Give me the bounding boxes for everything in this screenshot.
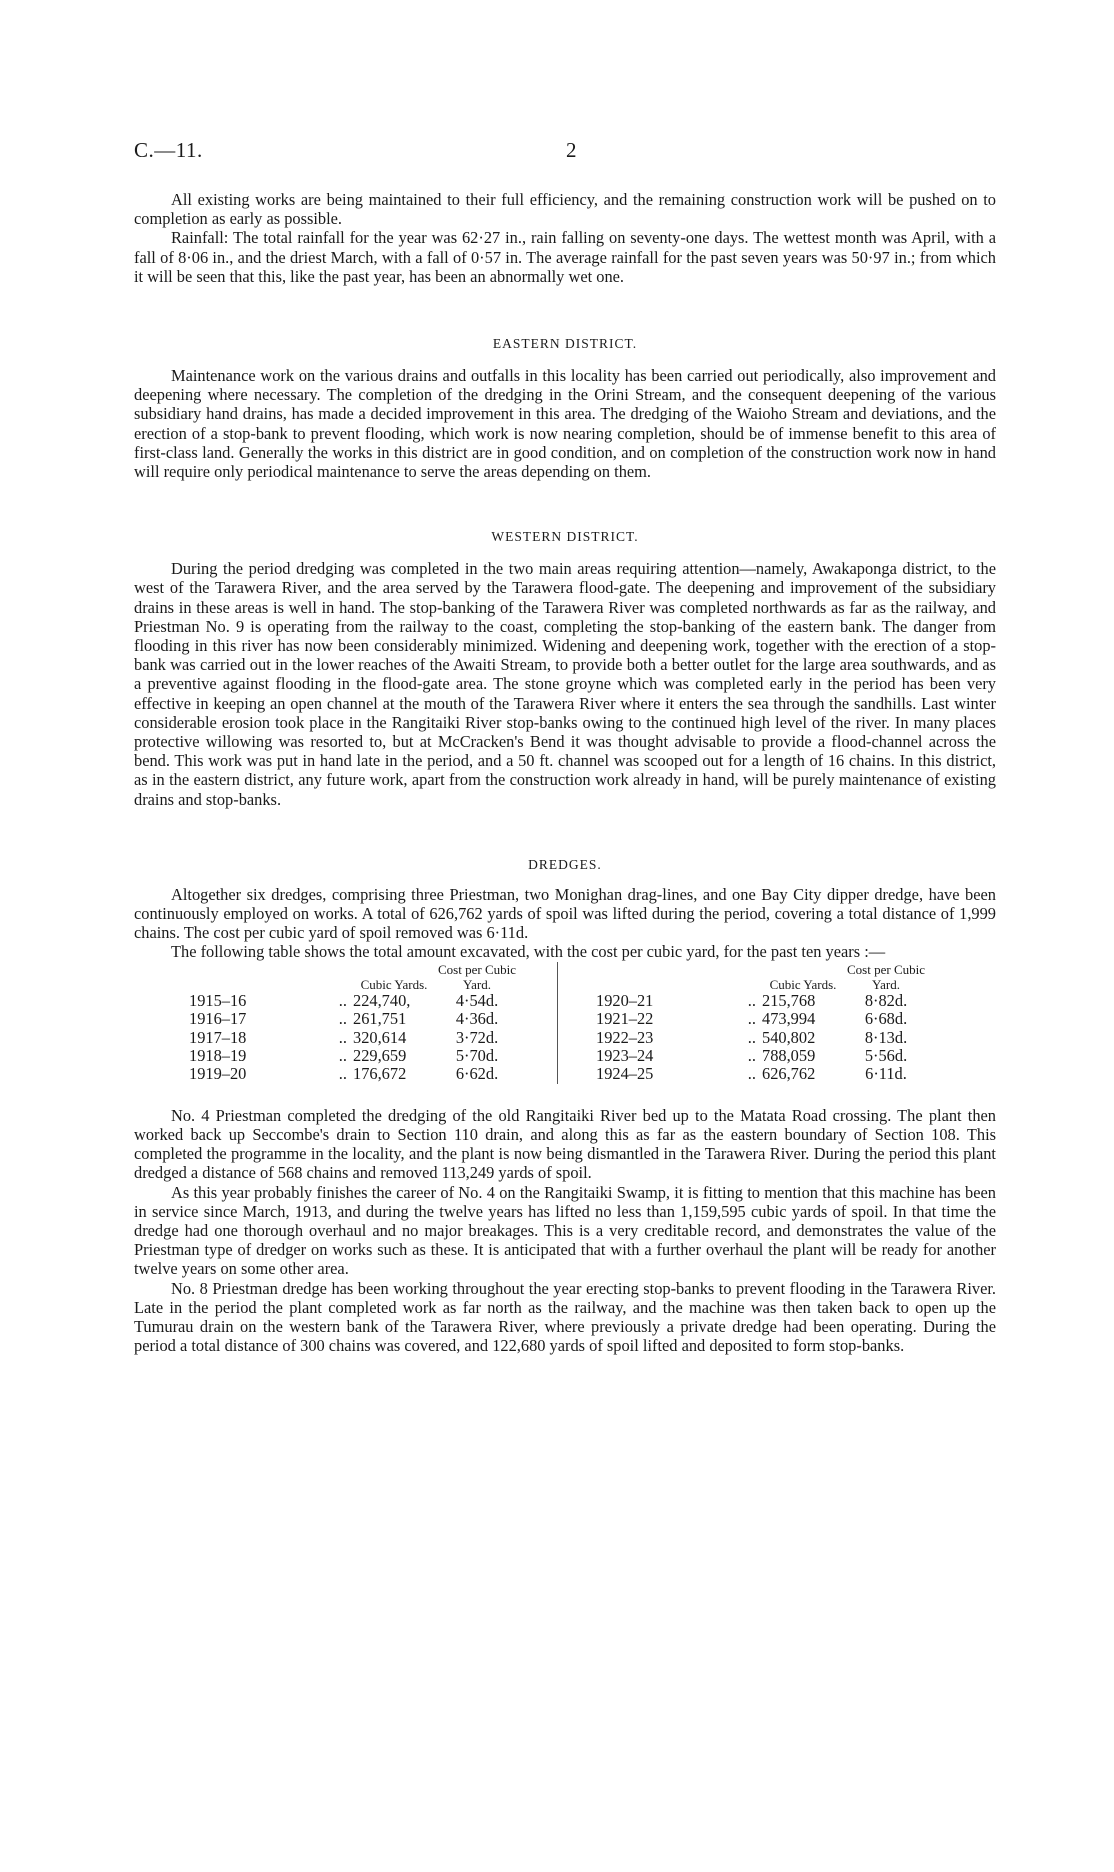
heading-eastern-district: EASTERN DISTRICT. [492, 336, 638, 352]
cubic-yards-left: 176,672 [353, 1064, 407, 1084]
column-header-yards-left: Cubic Yards. [360, 976, 428, 992]
dredges-paragraph-no8: No. 8 Priestman dredge has been working throughout the year erecting stop-banks to prevent flooding in the Tarawera River. Late in the period the plant completed work as far north as the railway, and the machine was then taken back to open up the Tumurau drain on the western bank of the Tarawera River, where previously a private dredge had been operating. During the period a total distance of 300 chains was covered, and 122,680 yards of spoil lifted and deposited to form stop-banks. [134, 1278, 996, 1356]
column-separator [519, 1029, 558, 1047]
table-row [134, 992, 928, 1010]
leader-dots: .. [338, 1045, 347, 1065]
column-separator [519, 992, 558, 1010]
page-header [134, 138, 996, 168]
column-gap [558, 1010, 597, 1028]
cost-left: 3·72d. [455, 1027, 499, 1047]
cost-right: 8·82d. [864, 990, 908, 1010]
year-left: 1918–19 [189, 1045, 247, 1065]
cubic-yards-left: 224,740, [353, 990, 411, 1010]
leader-dots: .. [747, 1027, 756, 1047]
column-header-cost-right: Cost per Cubic Yard. [847, 961, 925, 992]
cubic-yards-right: 626,762 [762, 1064, 816, 1084]
cubic-yards-right: 473,994 [762, 1009, 816, 1029]
leader-dots: .. [747, 1045, 756, 1065]
year-left: 1916–17 [189, 1009, 247, 1029]
cubic-yards-right: 215,768 [762, 990, 816, 1010]
page-body [134, 190, 996, 1355]
dredges-paragraph-no4-career: As this year probably finishes the career of No. 4 on the Rangitaiki Swamp, it is fitting to mention that this machine has been in service since March, 1913, and during the twelve years has lifted no less than 1,159,595 cubic yards of spoil. In that time the dredge had one thorough overhaul and no major breakages. This is a very creditable record, and demonstrates the value of the Priestman type of dredger on works such as these. It is anticipated that with a further overhaul the plant will be ready for another twelve years on some other area. [134, 1182, 996, 1279]
dredges-paragraph-2: The following table shows the total amount excavated, with the cost per cubic yard, for the past ten years :— [171, 942, 886, 962]
leader-dots: .. [338, 990, 347, 1010]
cost-left: 4·54d. [455, 990, 499, 1010]
excavation-table [134, 962, 928, 1084]
leader-dots: .. [338, 1027, 347, 1047]
leader-dots: .. [747, 990, 756, 1010]
year-right: 1924–25 [596, 1064, 654, 1084]
dredges-paragraph-no4: No. 4 Priestman completed the dredging of the old Rangitaiki River bed up to the Matata Road crossing. The plant then worked back up Seccombe's drain to Section 110 drain, and along this as far as the eastern boundary of Section 108. This completed the programme in the locality, and the plant is now being dismantled in the Tarawera River. During the period this plant dredged a distance of 568 chains and removed 113,249 yards of spoil. [134, 1105, 996, 1183]
cubic-yards-right: 540,802 [762, 1027, 816, 1047]
leader-dots: .. [338, 1064, 347, 1084]
leader-dots: .. [747, 1064, 756, 1084]
eastern-paragraph: Maintenance work on the various drains and outfalls in this locality has been carried out periodically, also improvement and deepening where necessary. The completion of the dredging in the Orini Stream, and the consequent deepening of the various subsidiary hand drains, has made a decided improvement in this area. The dredging of the Waioho Stream and deviations, and the erection of a stop-bank to prevent flooding, which work is now nearing completion, should be of immense benefit to this area of first-class land. Generally the works in this district are in good condition, and on completion of the construction work now in hand will require only periodical maintenance to serve the areas depending on them. [134, 366, 996, 482]
cubic-yards-left: 320,614 [353, 1027, 407, 1047]
document-reference: C.—11. [134, 138, 203, 162]
cost-left: 6·62d. [455, 1064, 499, 1084]
column-gap [558, 1065, 597, 1083]
table-row [134, 1047, 928, 1065]
page-number: 2 [566, 138, 577, 162]
cubic-yards-left: 261,751 [353, 1009, 407, 1029]
year-right: 1923–24 [596, 1045, 654, 1065]
year-left: 1919–20 [189, 1064, 247, 1084]
cubic-yards-left: 229,659 [353, 1045, 407, 1065]
year-right: 1921–22 [596, 1009, 654, 1029]
leader-dots: .. [338, 1009, 347, 1029]
table-row [134, 1065, 928, 1083]
year-left: 1915–16 [189, 990, 247, 1010]
table-header-row [134, 962, 928, 992]
dredges-paragraph-1: Altogether six dredges, comprising three Priestman, two Monighan drag-lines, and one Bay City dipper dredge, have been continuously employed on works. A total of 626,762 yards of spoil was lifted during the period, covering a total distance of 1,999 chains. The cost per cubic yard of spoil removed was 6·11d. [134, 884, 996, 943]
column-separator [519, 1010, 558, 1028]
column-separator [519, 1047, 558, 1065]
cubic-yards-right: 788,059 [762, 1045, 816, 1065]
column-gap [558, 992, 597, 1010]
heading-dredges: DREDGES. [528, 856, 602, 872]
column-header-yards-right: Cubic Yards. [769, 976, 837, 992]
year-left: 1917–18 [189, 1027, 247, 1047]
cost-right: 8·13d. [864, 1027, 908, 1047]
column-header-cost-left: Cost per Cubic Yard. [438, 961, 516, 992]
year-right: 1920–21 [596, 990, 654, 1010]
cost-left: 4·36d. [455, 1009, 499, 1029]
heading-western-district: WESTERN DISTRICT. [491, 529, 639, 545]
cost-left: 5·70d. [455, 1045, 499, 1065]
year-right: 1922–23 [596, 1027, 654, 1047]
cost-right: 6·68d. [864, 1009, 908, 1029]
intro-paragraph-1: All existing works are being maintained to their full efficiency, and the remaining construction work will be pushed on to completion as early as possible. [134, 190, 996, 229]
cost-right: 5·56d. [864, 1045, 908, 1065]
cost-right: 6·11d. [865, 1064, 907, 1084]
column-gap [558, 1029, 597, 1047]
leader-dots: .. [747, 1009, 756, 1029]
intro-paragraph-rainfall: Rainfall: The total rainfall for the year was 62·27 in., rain falling on seventy-one days. The wettest month was April, with a fall of 8·06 in., and the driest March, with a fall of 0·57 in. The average rainfall for the past seven years was 50·97 in.; from which it will be seen that this, like the past year, has been an abnormally wet one. [134, 228, 996, 286]
table-row [134, 1029, 928, 1047]
column-gap [558, 1047, 597, 1065]
western-paragraph: During the period dredging was completed in the two main areas requiring attention—namely, Awakaponga district, to the west of the Tarawera River, and the area served by the Tarawera flood-gate. The deepening and improvement of the subsidiary drains in these areas is well in hand. The stop-banking of the Tarawera River was completed northwards as far as the railway, and Priestman No. 9 is operating from the railway to the coast, completing the stop-banking of the eastern bank. The danger from flooding in this river has now been considerably minimized. Widening and deepening work, together with the erection of a stop-bank was carried out in the lower reaches of the Awaiti Stream, to provide both a better outlet for the large area southwards, and as a preventive against flooding in the flood-gate area. The stone groyne which was completed early in the period has been very effective in keeping an open channel at the mouth of the Tarawera River where it enters the sea through the sandhills. Last winter considerable erosion took place in the Rangitaiki River stop-banks owing to the continued high level of the river. In many places protective willowing was resorted to, but at McCracken's Bend it was thought advisable to provide a flood-channel across the bend. This work was put in hand late in the period, and a 50 ft. channel was scooped out for a length of 16 chains. In this district, as in the eastern district, any future work, apart from the construction work already in hand, will be purely maintenance of existing drains and stop-banks. [134, 559, 996, 809]
column-separator [519, 1065, 558, 1083]
table-row [134, 1010, 928, 1028]
